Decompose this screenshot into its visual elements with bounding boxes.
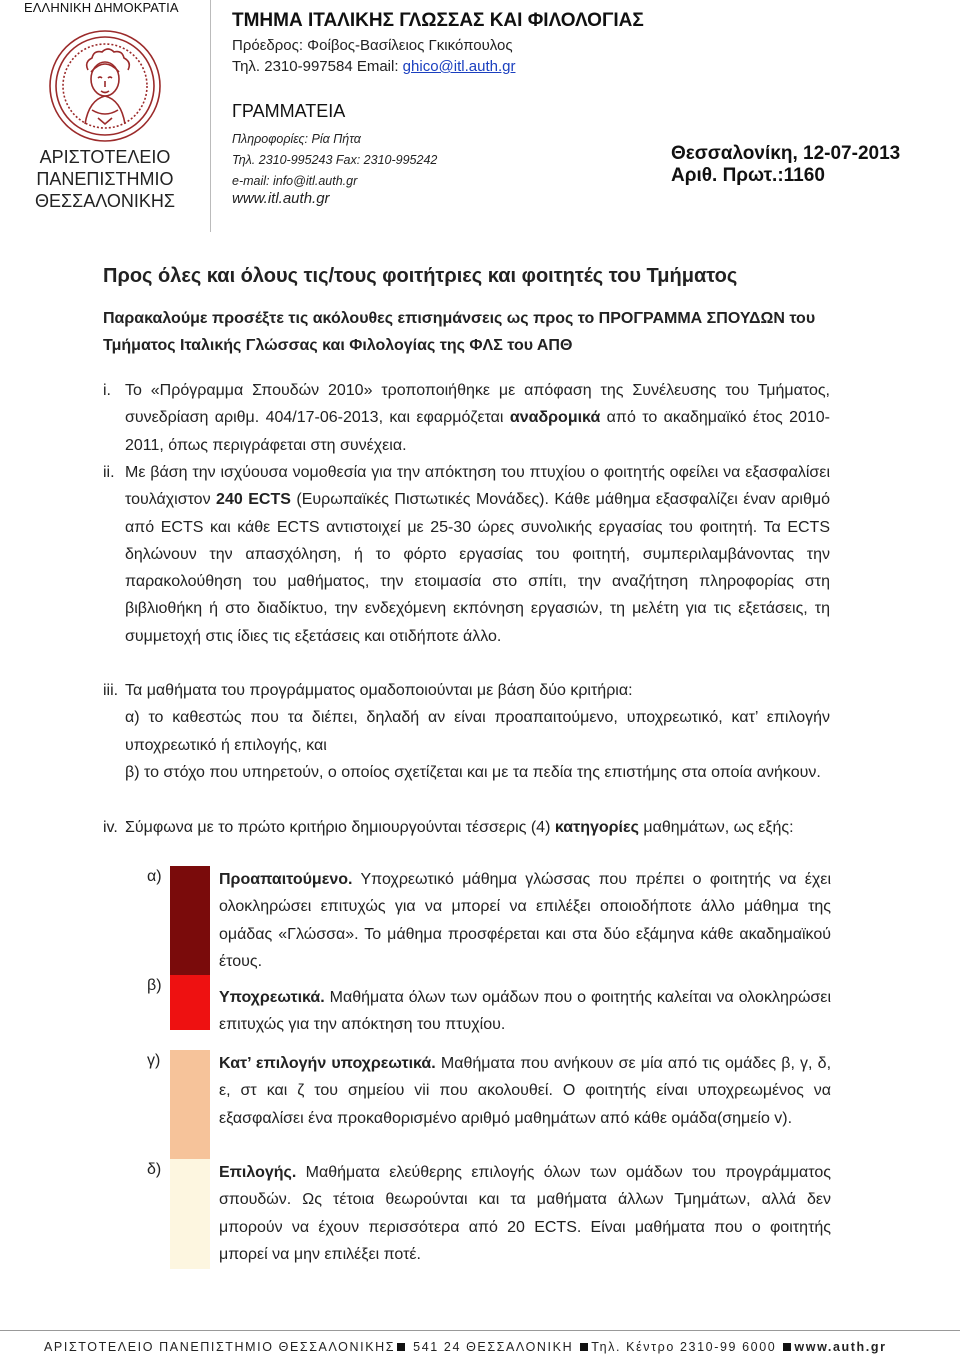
- list-item-number: iii.: [103, 682, 119, 699]
- university-line-3: ΘΕΣΣΑΛΟΝΙΚΗΣ: [34, 191, 176, 211]
- intro-paragraph: Παρακαλούμε προσέξτε τις ακόλουθες επισημάνσεις ως προς το ΠΡΟΓΡΑΜΜΑ ΣΠΟΥΔΩΝ του Τμήματος Ιταλικής Γλώσσας και Φιλολογίας της ΦΛΣ του ΑΠΘ: [103, 310, 816, 354]
- university-line-2: ΠΑΝΕΠΙΣΤΗΜΙΟ: [36, 169, 174, 189]
- category-color-bar: [170, 866, 210, 975]
- square-bullet-icon: [580, 1343, 588, 1351]
- list-item-number: ii.: [103, 464, 115, 481]
- list-item-text-part: Σύμφωνα με το πρώτο κριτήριο δημιουργούνται τέσσερις (4): [125, 819, 555, 836]
- category-description: [219, 866, 831, 975]
- category-title: Προαπαιτούμενο.: [219, 871, 353, 888]
- category-text: Μαθήματα όλων των ομάδων που ο φοιτητής καλείται να ολοκληρώσει επιτυχώς για την απόκτηση του πτυχίου.: [219, 989, 831, 1034]
- category-color-bar: [170, 975, 210, 1030]
- footer: [44, 1340, 887, 1354]
- list-item-text-part: (Ευρωπαϊκές Πιστωτικές Μονάδες). Κάθε μάθημα εξασφαλίζει έναν αριθμό από ECTS και κάθε ECTS αντιστοιχεί με 25-30 ώρες συνολικής εργασίας του φοιτητή. Τα ECTS δηλώνουν την απασχόληση, ή το φόρτο εργασίας του φοιτητή, συμπεριλαμβάνοντας την παρακολούθηση του μαθήματος, την ετοιμασία στο σπίτι, την αναζήτηση πληροφορίας στη βιβλιοθήκη ή στο διαδίκτυο, την ενδεχόμενη εκπόνηση εργασιών, τη μελέτη για τις εξετάσεις, τη συμμετοχή στις ίδιες τις εξετάσεις και οτιδήποτε άλλο.: [125, 491, 831, 645]
- footer-website-link[interactable]: www.auth.gr: [794, 1340, 887, 1354]
- department-title: ΤΜΗΜΑ ΙΤΑΛΙΚΗΣ ΓΛΩΣΣΑΣ ΚΑΙ ΦΙΛΟΛΟΓΙΑΣ: [232, 10, 644, 31]
- list-item-number: iv.: [103, 819, 118, 836]
- footer-university: ΑΡΙΣΤΟΤΕΛΕΙΟ ΠΑΝΕΠΙΣΤΗΜΙΟ ΘΕΣΣΑΛΟΝΙΚΗΣ: [44, 1340, 396, 1354]
- footer-phone: Τηλ. Κέντρο 2310-99 6000: [591, 1340, 782, 1354]
- criteria-intro: Τα μαθήματα του προγράμματος ομαδοποιούνται με βάση δύο κριτήρια:: [125, 682, 633, 699]
- list-item-bold: αναδρομικά: [509, 409, 601, 427]
- criterion-b: β) το στόχο που υπηρετούν, ο οποίος σχετίζεται και με τα πεδία της επιστήμης στα οποία ανήκουν.: [125, 763, 821, 781]
- list-item-text: [125, 459, 830, 650]
- secretariat-phone: Τηλ. 2310-995243 Fax: 2310-995242: [232, 153, 438, 167]
- website-link[interactable]: www.itl.auth.gr: [232, 190, 330, 207]
- square-bullet-icon: [397, 1343, 405, 1351]
- list-item-text-part: μαθημάτων, ως εξής:: [638, 819, 794, 836]
- list-item-text-part: από το ακαδημαϊκό έτος 2010-2011, όπως περιγράφεται στη συνέχεια.: [125, 409, 831, 454]
- category-description: [219, 1050, 831, 1132]
- category-label: δ): [147, 1161, 162, 1178]
- list-item-text: [125, 814, 830, 841]
- list-item-number: i.: [103, 382, 111, 399]
- criterion-a: α) το καθεστώς που τα διέπει, δηλαδή αν είναι προαπαιτούμενο, υποχρεωτικό, κατ’ επιλογήν υποχρεωτικό ή επιλογής, και: [125, 709, 830, 754]
- secretariat-email: e-mail: info@itl.auth.gr: [232, 174, 358, 188]
- category-title: Κατ’ επιλογήν υποχρεωτικά.: [219, 1055, 436, 1072]
- department-email-link[interactable]: ghico@itl.auth.gr: [402, 58, 516, 75]
- list-item-ii: [103, 459, 830, 650]
- secretariat-info: Πληροφορίες: Ρία Πήτα: [232, 132, 361, 146]
- category-label: α): [147, 868, 162, 885]
- category-description: [219, 1159, 831, 1268]
- list-item-bold: 240 ECTS: [216, 491, 291, 509]
- list-item-text: [125, 377, 830, 459]
- city-date: Θεσσαλονίκη, 12-07-2013: [671, 143, 901, 164]
- category-text: Μαθήματα που ανήκουν σε μία από τις ομάδες β, γ, δ, ε, στ και ζ του σημείου vii που ακολουθεί. Ο φοιτητής είναι υποχρεωμένος να εξασφαλίσει ένα προκαθορισμένο αριθμό μαθημάτων από κάθε ομάδα(σημείο v).: [219, 1055, 832, 1127]
- list-item-iv: [103, 814, 830, 841]
- list-item-i: [103, 377, 830, 459]
- category-description: [219, 984, 831, 1039]
- list-item-text-part: Το «Πρόγραμμα Σπουδών 2010» τροποποιήθηκε με απόφαση της Συνέλευσης του Τμήματος, συνεδρίαση αριθμ. 404/17-06-2013, και εφαρμόζεται: [125, 382, 830, 427]
- list-item-bold: κατηγορίες: [554, 819, 639, 836]
- secretariat-title: ΓΡΑΜΜΑΤΕΙΑ: [232, 101, 346, 121]
- list-item-text: [125, 677, 830, 786]
- category-text: Μαθήματα ελεύθερης επιλογής όλων των ομάδων του προγράμματος σπουδών. Ως τέτοια θεωρούνται και τα μαθήματα άλλων Τμημάτων, αλλά δεν μπορούν να έχουν περισσότερα από 20 ECTS. Είναι μαθήματα που ο φοιτητής μπορεί να μην επιλέξει ποτέ.: [219, 1164, 831, 1263]
- footer-address: 541 24 ΘΕΣΣΑΛΟΝΙΚΗ: [408, 1340, 579, 1354]
- footer-divider: [0, 1330, 960, 1331]
- page-title: Προς όλες και όλους τις/τους φοιτήτριες και φοιτητές του Τμήματος: [103, 265, 738, 287]
- department-contact: [232, 58, 515, 75]
- department-phone-prefix: Τηλ. 2310-997584 Email:: [232, 58, 403, 75]
- letterhead-divider: [210, 0, 211, 232]
- list-item-iii: [103, 677, 830, 786]
- country-label: ΕΛΛΗΝΙΚΗ ΔΗΜΟΚΡΑΤΙΑ: [24, 0, 179, 15]
- protocol-number: Αριθ. Πρωτ.:1160: [671, 165, 825, 186]
- category-label: β): [147, 977, 162, 994]
- university-name: [0, 146, 210, 212]
- department-chair: Πρόεδρος: Φοίβος-Βασίλειος Γκικόπουλος: [232, 37, 513, 54]
- square-bullet-icon: [783, 1343, 791, 1351]
- list-item-text-part: Με βάση την ισχύουσα νομοθεσία για την απόκτηση του πτυχίου ο φοιτητής οφείλει να εξασφαλίσει τουλάχιστον: [125, 464, 830, 509]
- category-color-bar: [170, 1159, 210, 1269]
- category-color-bar: [170, 1050, 210, 1159]
- category-title: Υποχρεωτικά.: [219, 989, 325, 1006]
- category-title: Επιλογής.: [219, 1164, 297, 1181]
- category-label: γ): [147, 1052, 161, 1069]
- category-text: Υποχρεωτικό μάθημα γλώσσας που πρέπει ο φοιτητής να έχει ολοκληρώσει επιτυχώς για να μπορεί να επιλέξει οποιοδήποτε άλλο μάθημα της ομάδας «Γλώσσα». Το μάθημα προσφέρεται και στα δύο εξάμηνα κάθε ακαδημαϊκού έτους.: [219, 871, 831, 970]
- university-seal-icon: [30, 24, 180, 149]
- university-line-1: ΑΡΙΣΤΟΤΕΛΕΙΟ: [39, 147, 171, 167]
